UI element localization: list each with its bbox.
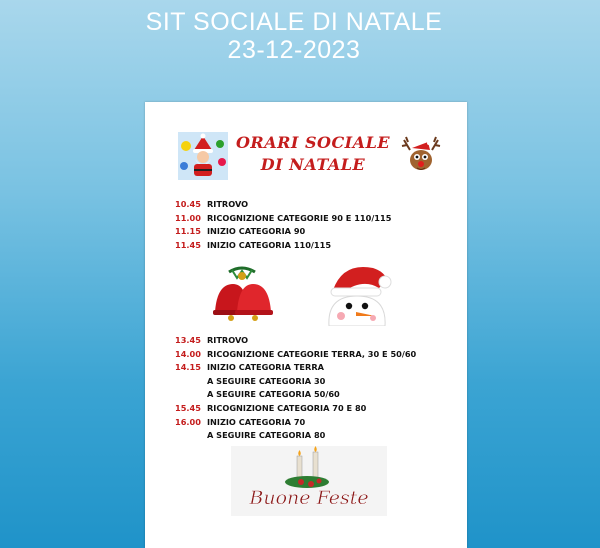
buone-feste-image [231, 446, 387, 516]
schedule-row: 10.45 RITROVO [175, 199, 249, 209]
snowman-image [323, 260, 395, 326]
schedule-row: 15.45 RICOGNIZIONE CATEGORIA 70 E 80 [175, 402, 367, 413]
header [0, 8, 600, 64]
page-date: 23-12-2023 [227, 36, 361, 64]
christmas-bells-image [207, 262, 277, 326]
santa-image [178, 132, 228, 180]
page-title: SIT SOCIALE DI NATALE [145, 8, 443, 36]
schedule-row: 11.00 RICOGNIZIONE CATEGORIE 90 E 110/115 [175, 212, 392, 223]
schedule-row: A SEGUIRE CATEGORIA 30 [207, 375, 326, 386]
poster-sheet [145, 102, 467, 548]
schedule-row: 14.15 INIZIO CATEGORIA TERRA [175, 362, 324, 373]
greeting-text: Buone Feste [249, 487, 369, 509]
poster-title [233, 132, 393, 176]
schedule-row: A SEGUIRE CATEGORIA 50/60 [207, 389, 340, 400]
morning-schedule [175, 198, 391, 252]
title-line-1: ORARI SOCIALE [235, 133, 391, 152]
title-line-2: DI NATALE [260, 155, 366, 174]
schedule-row: A SEGUIRE CATEGORIA 80 [207, 430, 326, 441]
schedule-row: 16.00 INIZIO CATEGORIA 70 [175, 416, 306, 427]
afternoon-schedule [175, 334, 416, 443]
schedule-row: 11.45 INIZIO CATEGORIA 110/115 [175, 239, 332, 250]
schedule-row: 13.45 RITROVO [175, 335, 249, 345]
reindeer-image [400, 136, 442, 178]
schedule-row: 11.15 INIZIO CATEGORIA 90 [175, 226, 306, 237]
schedule-row: 14.00 RICOGNIZIONE CATEGORIE TERRA, 30 E 50/60 [175, 348, 417, 359]
